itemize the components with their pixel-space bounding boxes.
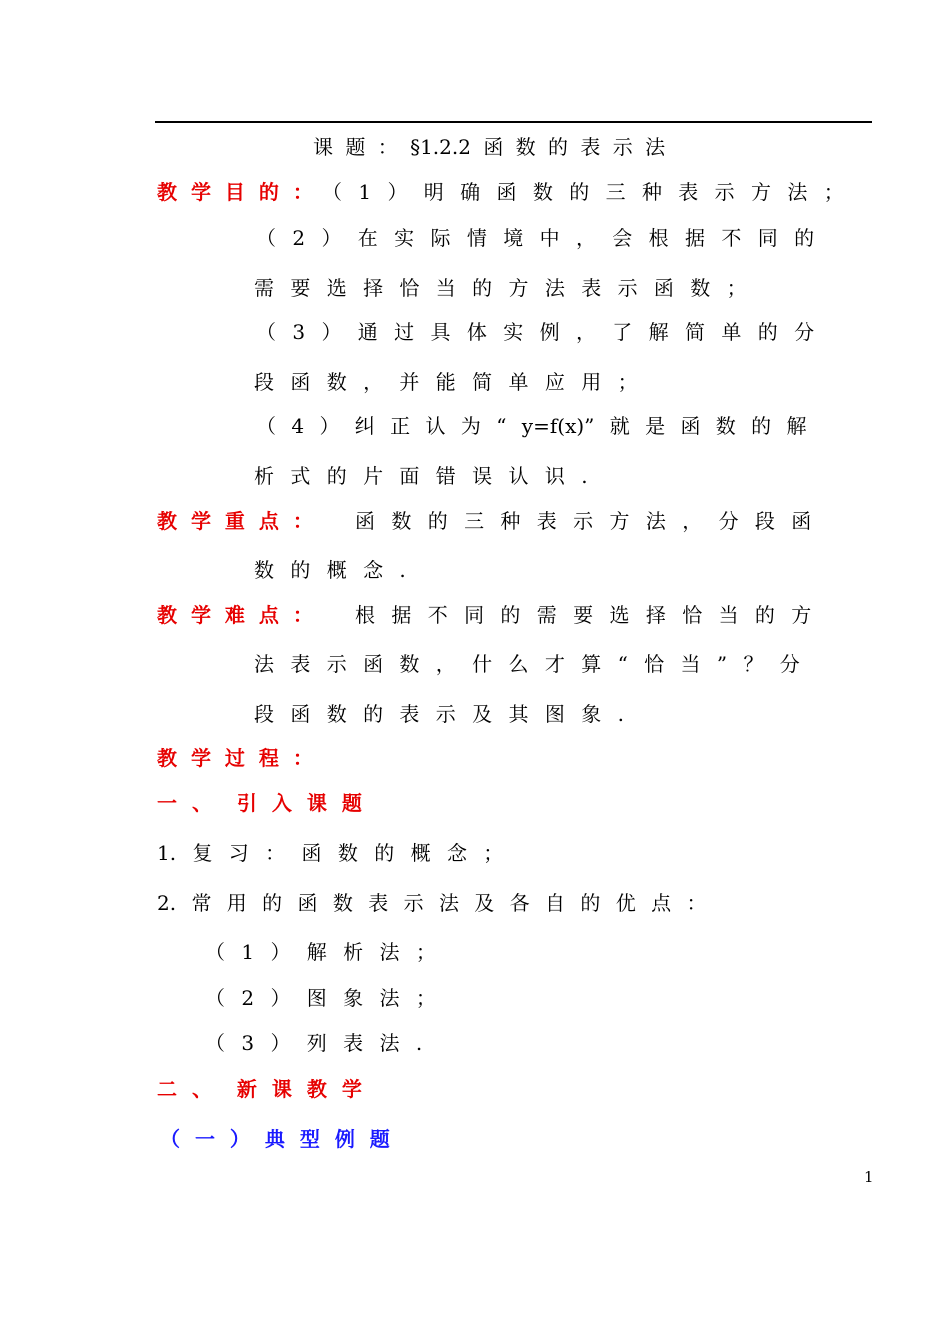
objective-line-2: （ 2 ） 在 实 际 情 境 中 ， 会 根 据 不 同 的 xyxy=(256,226,815,250)
objective-line-1: （ 1 ） 明 确 函 数 的 三 种 表 示 方 法 ； xyxy=(322,180,844,204)
section-1-heading: 一 、 引 入 课 题 xyxy=(157,791,362,815)
page-number: 1 xyxy=(864,1168,874,1186)
difficulties-label: 教 学 难 点 ： xyxy=(157,603,313,627)
method-item-2: （ 2 ） 图 象 法 ； xyxy=(205,986,436,1010)
key-points-line-1: 函 数 的 三 种 表 示 方 法 ， 分 段 函 xyxy=(355,509,812,533)
intro-item-2: 2. 常 用 的 函 数 表 示 法 及 各 自 的 优 点 ： xyxy=(157,891,707,915)
header-rule xyxy=(155,121,872,123)
lesson-title: 课 题 ： §1.2.2 函 数 的 表 示 法 xyxy=(313,135,666,159)
objective-line-6: （ 4 ） 纠 正 认 为 “ y=f(x)” 就 是 函 数 的 解 xyxy=(256,414,807,438)
intro-item-1: 1. 复 习 ： 函 数 的 概 念 ； xyxy=(157,841,504,865)
difficulties-line-1: 根 据 不 同 的 需 要 选 择 恰 当 的 方 xyxy=(355,603,812,627)
objective-line-3: 需 要 选 择 恰 当 的 方 法 表 示 函 数 ； xyxy=(254,276,747,300)
objective-line-4: （ 3 ） 通 过 具 体 实 例 ， 了 解 简 单 的 分 xyxy=(256,320,815,344)
objectives-label: 教 学 目 的 ： xyxy=(157,180,313,204)
difficulties-line-3: 段 函 数 的 表 示 及 其 图 象 . xyxy=(254,702,624,726)
key-points-line-2: 数 的 概 念 . xyxy=(254,558,406,582)
difficulties-line-2: 法 表 示 函 数 ， 什 么 才 算 “ 恰 当 ” ？ 分 xyxy=(254,652,800,676)
subsection-heading: （ 一 ） 典 型 例 题 xyxy=(160,1127,390,1151)
method-item-3: （ 3 ） 列 表 法 . xyxy=(205,1031,423,1055)
process-label: 教 学 过 程 ： xyxy=(157,746,313,770)
section-2-heading: 二 、 新 课 教 学 xyxy=(157,1077,362,1101)
objective-line-5: 段 函 数 ， 并 能 简 单 应 用 ； xyxy=(254,370,638,394)
key-points-label: 教 学 重 点 ： xyxy=(157,509,313,533)
method-item-1: （ 1 ） 解 析 法 ； xyxy=(205,940,436,964)
objective-line-7: 析 式 的 片 面 错 误 认 识 . xyxy=(254,464,588,488)
